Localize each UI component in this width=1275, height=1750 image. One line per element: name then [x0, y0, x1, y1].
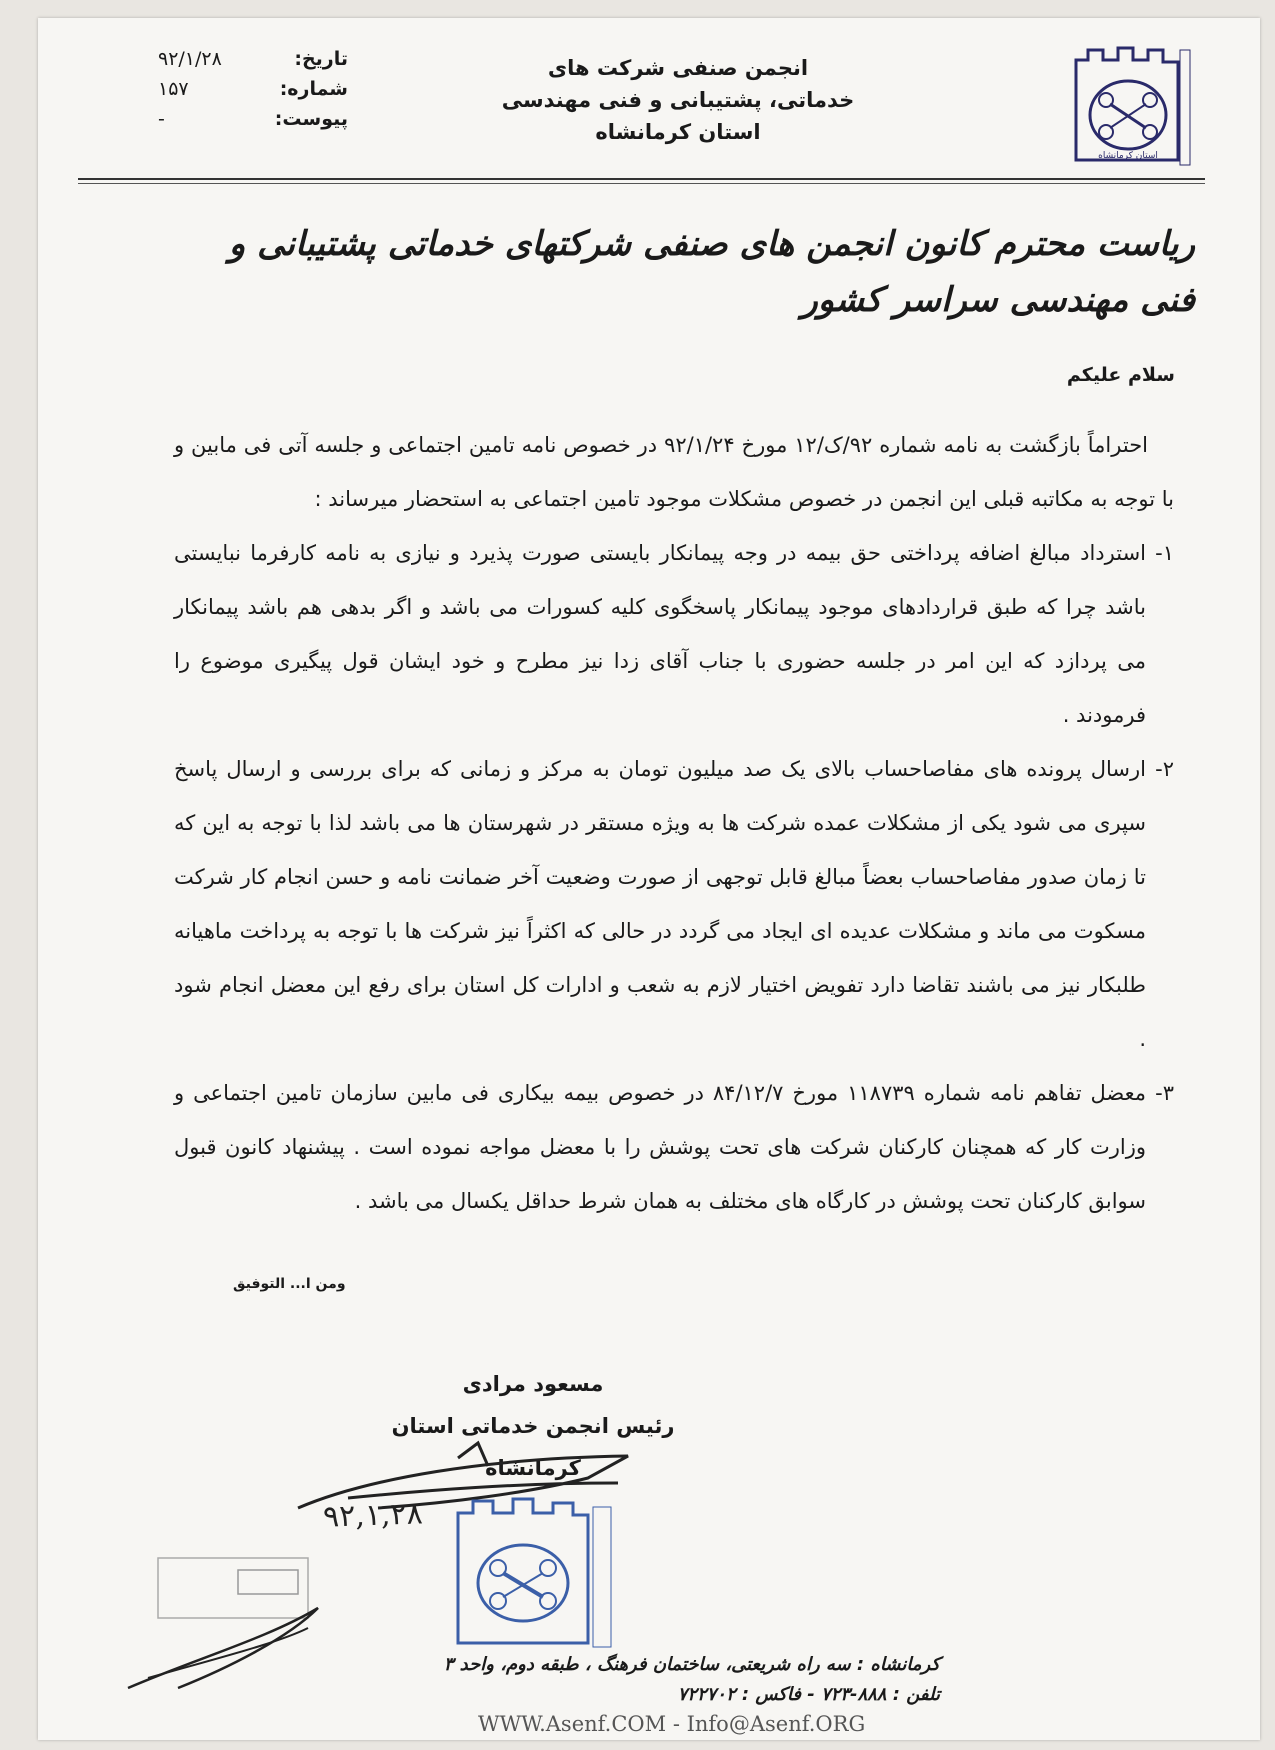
logo-caption: استان کرمانشاه [1098, 151, 1158, 161]
item-number: ۲- [1155, 757, 1174, 781]
header-divider [78, 178, 1205, 184]
org-line-1: انجمن صنفی شرکت های [547, 56, 809, 80]
footer-address: کرمانشاه : سه راه شریعتی، ساختمان فرهنگ ، طبقه دوم، واحد ۳ [443, 1654, 940, 1675]
date-value: ۹۲/۱/۲۸ [158, 48, 222, 70]
attachment-label: پیوست: [274, 108, 348, 130]
handwritten-date: ۹۲,۱,۲۸ [322, 1496, 424, 1535]
footer-phone: تلفن : ۸۸۸-۷۲۳ - فاکس : ۷۲۲۷۰۲ [677, 1684, 940, 1705]
item-text: ارسال پرونده های مفاصاحساب بالای یک صد میلیون تومان به مرکز و زمانی که برای بررسی و ارسال پاسخ سپری می شود یکی از مشکلات عمده شرکت ها به ویژه مستقر در شهرستان ها می باشد لذا با توجه به این که تا زمان صدور مفاصاحساب بعضاً مبالغ قابل توجهی از صورت وضعیت آخر ضمانت نامه و حسن انجام کار شرکت مسکوت می ماند و مشکلات عدیده ای ایجاد می گردد در حالی که اکثراً نیز شرکت ها با توجه به پرداخت ماهیانه طلبکار نیز می باشند تقاضا دارد تفویض اختیار لازم به شعب و ادارات کل استان برای رفع این معضل انجام شود . [174, 757, 1146, 1051]
letter-meta [158, 44, 348, 134]
item-number: ۳- [1155, 1081, 1174, 1105]
list-item [174, 526, 1174, 742]
item-text: استرداد مبالغ اضافه پرداختی حق بیمه در وجه پیمانکار بایستی صورت پذیرد و نیازی به نامه کارفرما نبایستی باشد چرا که طبق قراردادهای موجود پیمانکار پاسخگوی کلیه کسورات می باشد و اگر بدهی هم باشد پیمانکار می پردازد که این امر در جلسه حضوری با جناب آقای زدا نیز مطرح و خود ایشان قول پیگیری موضوع را فرمودند . [174, 541, 1146, 727]
number-value: ۱۵۷ [158, 78, 189, 100]
footer-website: WWW.Asenf.COM - Info@Asenf.ORG [478, 1712, 866, 1736]
letter-body [174, 418, 1174, 1228]
signer-name: مسعود مرادی [462, 1372, 604, 1396]
list-item [174, 1066, 1174, 1228]
attachment-value: - [158, 108, 165, 130]
footer-contact [444, 1650, 940, 1710]
organization-name [478, 52, 878, 148]
signer-title: رئیس انجمن خدماتی استان کرمانشاه [391, 1414, 675, 1480]
item-number: ۱- [1155, 541, 1174, 565]
list-item [174, 742, 1174, 1066]
closing-phrase: ومن ا... التوفیق [233, 1276, 346, 1292]
intro-paragraph: احتراماً بازگشت به نامه شماره ۹۲/ک/۱۲ مورخ ۹۲/۱/۲۴ در خصوص نامه تامین اجتماعی و جلسه آتی فی مابین و با توجه به مکاتبه قبلی این انجمن در خصوص مشکلات موجود تامین اجتماعی به استحضار میرساند : [174, 433, 1174, 511]
fax-mark-icon [118, 1548, 378, 1698]
number-label: شماره: [279, 78, 348, 100]
letter-page [38, 18, 1260, 1740]
official-stamp-icon [448, 1493, 648, 1653]
organization-logo-icon [1068, 40, 1198, 180]
greeting: سلام علیکم [1066, 364, 1175, 386]
org-line-3: استان کرمانشاه [595, 120, 761, 144]
org-line-2: خدماتی، پشتیبانی و فنی مهندسی [501, 88, 855, 112]
date-label: تاریخ: [294, 48, 348, 70]
item-text: معضل تفاهم نامه شماره ۱۱۸۷۳۹ مورخ ۸۴/۱۲/۷ در خصوص بیمه بیکاری فی مابین سازمان تامین اجتماعی و وزارت کار که همچنان کارکنان شرکت های تحت پوشش را با معضل مواجه نموده است . پیشنهاد کانون قبول سوابق کارکنان تحت پوشش در کارگاه های مختلف به همان شرط حداقل یکسال می باشد . [174, 1081, 1146, 1213]
recipient-line: ریاست محترم کانون انجمن های صنفی شرکتهای خدماتی پشتیبانی و فنی مهندسی سراسر کشور [228, 224, 1195, 320]
